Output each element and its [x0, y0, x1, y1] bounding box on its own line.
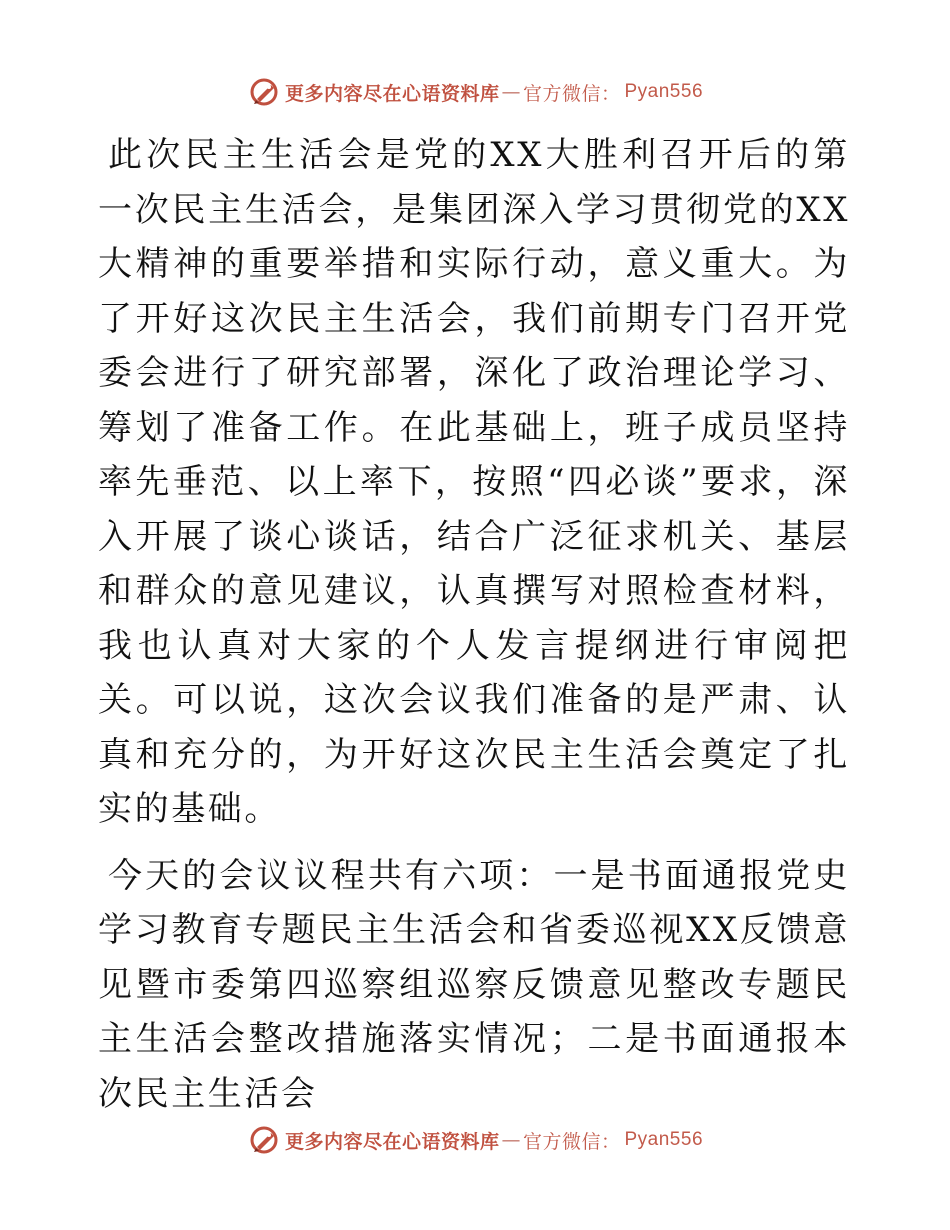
- paragraph-2: 今天的会议议程共有六项：一是书面通报党史学习教育专题民主生活会和省委巡视XX反馈意见暨市委第四巡察组巡察反馈意见整改专题民主生活会整改措施落实情况；二是书面通报本次民主生活会: [98, 855, 850, 1114]
- document-body: [98, 128, 850, 1121]
- watermark-id: Pyan556: [624, 81, 704, 102]
- paragraph-1: 此次民主生活会是党的XX大胜利召开后的第一次民主生活会，是集团深入学习贯彻党的XX大精神的重要举措和实际行动，意义重大。为了开好这次民主生活会，我们前期专门召开党委会进行了研究部署，深化了政治理论学习、筹划了准备工作。在此基础上，班子成员坚持率先垂范、以上率下，按照“四必谈”要求，深入开展了谈心谈话，结合广泛征求机关、基层和群众的意见建议，认真撰写对照检查材料，我也认真对大家的个人发言提纲进行审阅把关。可以说，这次会议我们准备的是严肃、认真和充分的，为开好这次民主生活会奠定了扎实的基础。: [98, 135, 850, 829]
- watermark-sub-text: 官方微信：: [522, 1130, 621, 1153]
- watermark-sub-text: 官方微信：: [522, 82, 621, 105]
- footer-watermark: [0, 1120, 950, 1160]
- watermark-dash: —: [501, 81, 521, 103]
- header-watermark: [0, 72, 950, 112]
- watermark-dash: —: [501, 1129, 521, 1151]
- pen-logo-icon: [247, 75, 281, 109]
- watermark-id: Pyan556: [624, 1129, 704, 1150]
- watermark-main-text: 更多内容尽在心语资料库: [284, 1130, 500, 1153]
- watermark-main-text: 更多内容尽在心语资料库: [284, 82, 500, 105]
- pen-logo-icon: [247, 1123, 281, 1157]
